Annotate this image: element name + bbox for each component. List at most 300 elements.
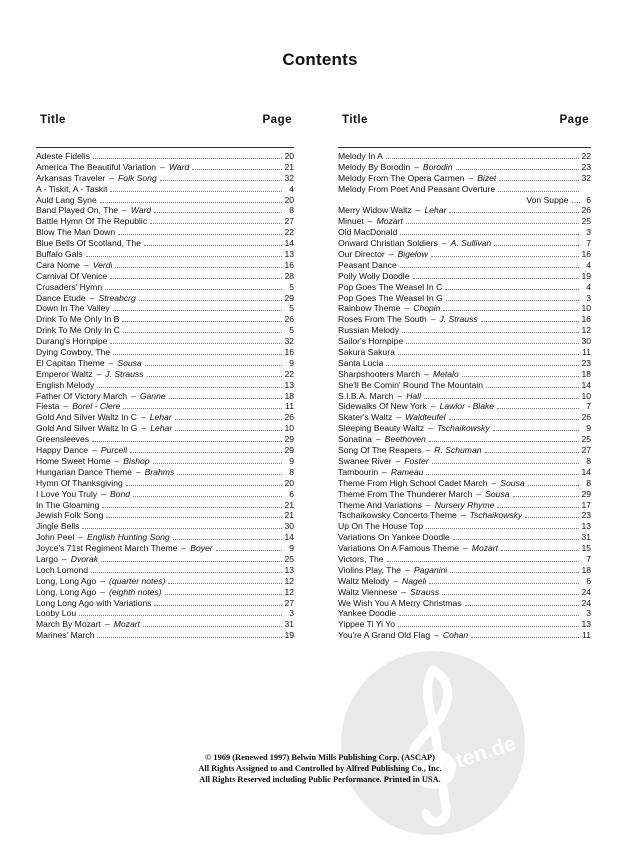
toc-entry-leader (386, 365, 579, 366)
toc-entry-leader (169, 398, 282, 399)
toc-entry-page: 32 (581, 172, 591, 183)
toc-entry (36, 184, 294, 195)
toc-entry-leader (432, 463, 579, 464)
toc-entry-title: Variations On Yankee Doodle (338, 532, 450, 543)
toc-entry-title-group (36, 554, 98, 565)
toc-entry-leader (147, 376, 282, 377)
toc-entry-title-group (338, 532, 450, 543)
toc-entry-dash: – (382, 466, 387, 477)
toc-entry-page: 14 (284, 532, 294, 543)
toc-entry-title: Peasant Dance (338, 259, 397, 270)
toc-entry-leader (402, 332, 579, 333)
toc-entry-credit: Sousa (117, 357, 142, 368)
toc-entry-leader (497, 507, 579, 508)
toc-entry-title: Theme And Variations (338, 499, 422, 510)
toc-entry (338, 205, 591, 216)
toc-entry-leader (133, 496, 282, 497)
toc-entry-leader (91, 572, 282, 573)
toc-entry-page: 9 (289, 455, 294, 466)
toc-entry-page: 16 (284, 347, 294, 358)
toc-entry (338, 532, 591, 543)
toc-entry-leader (123, 332, 282, 333)
toc-entry-page: 19 (581, 270, 591, 281)
toc-entry-credit: English Hunting Song (87, 532, 170, 543)
toc-entry-leader (100, 202, 282, 203)
toc-entry (338, 619, 591, 630)
toc-entry (36, 282, 294, 293)
toc-entry (36, 489, 294, 500)
toc-entry-leader (465, 605, 579, 606)
toc-entry-title: S.I.B.A. March (338, 390, 394, 401)
toc-entry-page: 12 (284, 586, 294, 597)
header-rule (338, 147, 591, 148)
toc-entry (338, 216, 591, 227)
toc-entry-title: A - Tiskit, A - Taskit (36, 183, 108, 194)
toc-entry-title-group (338, 260, 397, 271)
column-header (338, 114, 591, 130)
toc-entry-title-group (338, 500, 494, 511)
toc-entry-leader (175, 430, 282, 431)
toc-entry-leader (130, 452, 282, 453)
toc-entry (338, 543, 591, 554)
toc-entry-leader (481, 321, 579, 322)
toc-entry-dash: – (397, 390, 403, 401)
toc-entry-credit: Chopin (413, 303, 441, 314)
toc-entry-title: Looby Lou (36, 608, 77, 619)
toc-entry (338, 314, 591, 325)
toc-entry-title: Skater's Waltz (338, 412, 393, 423)
toc-entry-credit: Tschaikowsky (436, 423, 490, 434)
toc-entry-credit: Mozart (376, 216, 403, 227)
toc-entry-credit: Tschaikowsky (469, 510, 523, 521)
toc-entry-title-group (338, 238, 491, 249)
toc-entry-title-group (338, 303, 440, 314)
toc-entry-leader (513, 496, 579, 497)
toc-entry-credit: Mozart (113, 619, 140, 630)
toc-entry-title-group (338, 336, 403, 347)
toc-entry-title-group (36, 314, 119, 325)
toc-entry-dash: – (367, 216, 373, 227)
toc-entry-title: Blow The Man Down (36, 227, 116, 238)
toc-entry-page: 22 (284, 227, 294, 238)
toc-entry-page: 8 (289, 466, 294, 477)
toc-entry-leader (110, 278, 282, 279)
toc-entry-dash: – (109, 172, 115, 183)
toc-entry-title: Band Played On, The (36, 205, 119, 216)
toc-entry (36, 391, 294, 402)
toc-entry-title: Loch Lomond (36, 564, 89, 575)
copyright-line: All Rights Reserved including Public Performance. Printed in USA. (199, 775, 441, 785)
toc-entry-leader (486, 387, 579, 388)
toc-entry-title-group (36, 412, 172, 423)
toc-entry-leader (431, 256, 579, 257)
toc-entry (338, 151, 591, 162)
toc-entry-title-group (338, 467, 423, 478)
toc-entry-dash: – (415, 205, 421, 216)
toc-entry (36, 260, 294, 271)
toc-entry-credit: A. Sullivan (450, 238, 492, 249)
toc-entry-title-group (338, 619, 395, 630)
toc-entry (36, 238, 294, 249)
toc-entry (338, 173, 591, 184)
toc-entry-title: John Peel (36, 532, 75, 543)
toc-entry (338, 380, 591, 391)
toc-entry-page: 20 (284, 194, 294, 205)
toc-entry (36, 151, 294, 162)
toc-entry (36, 478, 294, 489)
toc-entry-title: Merry Widow Waltz (338, 205, 412, 216)
toc-entry-leader (462, 376, 579, 377)
toc-entry-page: 6 (586, 194, 591, 205)
toc-entry (36, 325, 294, 336)
toc-entry-dash: – (89, 292, 95, 303)
toc-entry-title-group (338, 423, 490, 434)
toc-entry-dash: – (434, 630, 439, 641)
toc-entry (36, 358, 294, 369)
toc-entry-leader (153, 463, 282, 464)
toc-entry-title: Sonatina (338, 434, 372, 445)
toc-entry-page: 12 (581, 325, 591, 336)
toc-entry-title: Russian Melody (338, 325, 400, 336)
toc-entry-title-group (36, 358, 142, 369)
toc-entry-credit: Rameau (390, 466, 424, 477)
toc-entry-title-group (36, 195, 97, 206)
toc-entry (36, 630, 294, 641)
toc-entry-credit: Ward (130, 205, 152, 216)
toc-entry (338, 358, 591, 369)
toc-entry-title-group (338, 565, 447, 576)
toc-entry-page: 24 (581, 586, 591, 597)
toc-entry-page: 26 (284, 314, 294, 325)
toc-entry-title-group (338, 434, 426, 445)
toc-entry-leader (105, 289, 282, 290)
toc-entry-page: 27 (284, 597, 294, 608)
toc-entry-title: Sharpshooters March (338, 368, 421, 379)
toc-entry-page: 21 (284, 161, 294, 172)
toc-entry-title-group (36, 336, 107, 347)
toc-entry-title: Home Sweet Home (36, 455, 111, 466)
toc-entry-title-group (338, 391, 421, 402)
toc-entry-title-group (338, 205, 446, 216)
toc-entry-title-group (36, 510, 103, 521)
toc-entry-title: Hungarian Dance Theme (36, 466, 132, 477)
column-header-page: Page (262, 114, 292, 126)
toc-entry-leader (93, 158, 282, 159)
toc-entry-page: 7 (586, 553, 591, 564)
toc-entry-leader (471, 637, 579, 638)
toc-entry-page: 18 (284, 390, 294, 401)
toc-entry (338, 347, 591, 358)
toc-entry-credit: Dvorak (70, 553, 98, 564)
toc-entry-title-group (338, 608, 396, 619)
toc-entry (36, 423, 294, 434)
toc-entry-dash: – (100, 586, 105, 597)
toc-entry-page: 5 (289, 325, 294, 336)
toc-entry-leader (445, 289, 579, 290)
toc-entry-title-group (36, 608, 76, 619)
toc-entry-credit: (quarter notes) (109, 575, 166, 586)
toc-entry-title: El Capitan Theme (36, 357, 105, 368)
toc-entry-page: 8 (586, 455, 591, 466)
toc-entry-title-group (338, 293, 443, 304)
toc-entry-dash: – (141, 423, 147, 434)
toc-entry-leader (453, 539, 579, 540)
toc-entry-credit: Verdi (92, 259, 113, 270)
toc-entry (36, 565, 294, 576)
toc-entry-title: Hymn Of Thanksgiving (36, 477, 123, 488)
toc-entry-title: In The Gloaming (36, 499, 100, 510)
toc-entry (338, 445, 591, 456)
toc-entry-title-group (338, 598, 462, 609)
toc-entry-page: 15 (581, 543, 591, 554)
toc-entry (36, 434, 294, 445)
toc-entry (338, 238, 591, 249)
toc-entry (338, 456, 591, 467)
toc-entry-credit: Lehar (149, 412, 172, 423)
toc-entry-page: 10 (581, 303, 591, 314)
toc-entry-page: 16 (581, 249, 591, 260)
toc-entry-page: 3 (586, 292, 591, 303)
toc-entry-title: Von Suppe (526, 194, 569, 205)
toc-entry (36, 467, 294, 478)
toc-entry-leader (485, 452, 579, 453)
toc-entry-title-group (338, 173, 496, 184)
toc-entry-credit: Bizet (477, 172, 497, 183)
toc-entry (338, 434, 591, 445)
toc-entry-leader (406, 343, 579, 344)
toc-entry-credit: Strauss (410, 586, 440, 597)
toc-entry-title: Happy Dance (36, 445, 89, 456)
toc-entry-leader (400, 267, 579, 268)
toc-entry-page: 5 (289, 281, 294, 292)
toc-entry-leader (386, 158, 579, 159)
toc-entry (36, 293, 294, 304)
toc-entry-leader (139, 300, 282, 301)
toc-entry-title: Gold And Silver Waltz In C (36, 412, 137, 423)
toc-entry-credit: Boyer (190, 543, 213, 554)
toc-entry-page: 30 (284, 521, 294, 532)
toc-entry-leader (123, 408, 282, 409)
toc-entry-title-group (36, 325, 120, 336)
toc-entry-dash: – (100, 575, 105, 586)
toc-entry-credit: Paganini (413, 564, 448, 575)
toc-entry-title: Melody In A (338, 151, 383, 161)
toc-entry-dash: – (414, 161, 419, 172)
toc-entry-dash: – (401, 586, 407, 597)
toc-entry-leader (173, 539, 282, 540)
toc-entry-dash: – (476, 488, 482, 499)
toc-entry-page: 26 (284, 412, 294, 423)
toc-entry-page: 18 (581, 564, 591, 575)
toc-entry-page: 25 (581, 434, 591, 445)
toc-entry-leader (499, 180, 579, 181)
toc-entry (36, 271, 294, 282)
toc-entry-credit: Sousa (485, 488, 510, 499)
toc-entry-leader (97, 637, 282, 638)
toc-entry-credit: J. Strauss (105, 368, 144, 379)
toc-entry (338, 195, 591, 206)
toc-entry (338, 184, 591, 195)
toc-entry-title: Blue Bells Of Scotland, The (36, 238, 141, 249)
toc-entry-page: 31 (284, 619, 294, 630)
toc-entry-title-group (36, 347, 110, 358)
toc-entry-page: 13 (284, 379, 294, 390)
toc-entry-title-group (36, 151, 90, 162)
toc-entry-dash: – (393, 575, 399, 586)
toc-entry-leader (110, 343, 282, 344)
copyright-line: © 1969 (Renewed 1997) Belwin Mills Publishing Corp. (ASCAP) (205, 753, 435, 762)
toc-entry (36, 227, 294, 238)
toc-entry-dash: – (140, 412, 146, 423)
toc-entry-title-group (338, 227, 397, 238)
toc-entry-dash: – (491, 477, 497, 488)
toc-entry-page: 6 (289, 488, 294, 499)
toc-entry-title-group (338, 325, 399, 336)
toc-entry-title: Tschaikowsky Concerto Theme (338, 510, 457, 521)
toc-entry-title-group (36, 565, 88, 576)
toc-entry-title: Auld Lang Syne (36, 194, 97, 205)
toc-entry-dash: – (430, 314, 436, 325)
toc-entry-leader (79, 615, 282, 616)
toc-entry (338, 500, 591, 511)
toc-entry-leader (102, 507, 282, 508)
toc-entry-dash: – (104, 619, 110, 630)
toc-entry-leader (446, 300, 579, 301)
toc-entry-page: 29 (581, 488, 591, 499)
toc-entry-title: Pop Goes The Weasel In G (338, 292, 443, 303)
toc-entry-leader (160, 180, 282, 181)
toc-entry-title-group (338, 521, 423, 532)
toc-entry-credit: Purcell (100, 445, 128, 456)
toc-entry-page: 21 (284, 499, 294, 510)
toc-entry-leader (498, 191, 579, 192)
toc-entry-page: 7 (586, 238, 591, 249)
toc-entry-page: 8 (586, 477, 591, 488)
toc-entry-leader (528, 485, 579, 486)
toc-entry (36, 608, 294, 619)
toc-entry-page: 14 (581, 379, 591, 390)
toc-entry-dash: – (425, 445, 431, 456)
toc-entry-title-group (36, 391, 166, 402)
toc-entry-page: 25 (581, 216, 591, 227)
toc-entry-page: 5 (289, 303, 294, 314)
toc-entry-title: Sleeping Beauty Waltz (338, 423, 425, 434)
toc-entry-leader (501, 550, 579, 551)
toc-entry (36, 303, 294, 314)
toc-entry-dash: – (122, 205, 127, 216)
toc-entry-leader (150, 223, 282, 224)
toc-entry-credit: Cohan (442, 630, 469, 641)
toc-entry-leader (424, 398, 579, 399)
toc-entry-leader (398, 354, 579, 355)
toc-entry (36, 510, 294, 521)
toc-entry-title-group (36, 173, 157, 184)
toc-entry-title: Battle Hymn Of The Republic (36, 216, 148, 227)
toc-entry-title-group (36, 369, 144, 380)
toc-entry-leader (398, 626, 579, 627)
toc-entry-title: Violins Play, The (338, 564, 402, 575)
toc-entry-title-group (338, 510, 522, 521)
toc-entry-title: Adeste Fidelis (36, 151, 90, 161)
toc-entry (36, 500, 294, 511)
toc-entry-credit: Bond (109, 488, 131, 499)
toc-entry-title-group (36, 249, 83, 260)
toc-entry-credit: (eighth notes) (109, 586, 162, 597)
toc-entry-title-group (526, 195, 571, 206)
toc-entry-page: 20 (284, 477, 294, 488)
toc-entry-title-group (36, 456, 150, 467)
toc-entry-page: 11 (582, 347, 591, 358)
toc-entry-title-group (36, 238, 141, 249)
toc-entry-title: Waltz Viennese (338, 586, 398, 597)
toc-entry-dash: – (92, 445, 97, 456)
toc-entry-title-group (36, 521, 79, 532)
toc-entry-title: Buffalo Gals (36, 249, 83, 260)
toc-entry-title: Emperor Waltz (36, 368, 93, 379)
toc-entry-leader (110, 191, 282, 192)
toc-entry (36, 554, 294, 565)
toc-entry-leader (387, 561, 579, 562)
toc-entry-title-group (36, 271, 107, 282)
toc-entry-leader (216, 550, 282, 551)
toc-entry-title: Long, Long Ago (36, 586, 97, 597)
toc-entry-dash: – (430, 401, 436, 412)
copyright-footer (0, 752, 640, 786)
toc-entry-dash: – (78, 532, 84, 543)
toc-entry (36, 162, 294, 173)
toc-entry-leader (413, 278, 580, 279)
toc-entry-title-group (36, 500, 99, 511)
toc-entry-title: Onward Christian Soldiers (338, 238, 438, 249)
toc-entry (338, 293, 591, 304)
toc-entry-dash: – (131, 390, 136, 401)
toc-entry-dash: – (424, 368, 429, 379)
toc-entry-title-group (338, 630, 468, 641)
toc-entry-leader (443, 310, 579, 311)
toc-entry-credit: Metalo (432, 368, 459, 379)
toc-entry (36, 587, 294, 598)
toc-entry-title-group (36, 205, 151, 216)
toc-entry-title-group (338, 184, 495, 195)
toc-entry-page: 30 (581, 336, 591, 347)
toc-entry-title-group (36, 434, 89, 445)
toc-entry-dash: – (181, 543, 187, 554)
toc-entry-leader (493, 430, 579, 431)
toc-entry (338, 325, 591, 336)
toc-entry-leader (525, 517, 579, 518)
toc-entry-title: Theme From The Thunderer March (338, 488, 473, 499)
toc-entry-credit: Lawlor - Blake (439, 401, 495, 412)
toc-entry-title-group (36, 619, 140, 630)
toc-entry-leader (426, 528, 579, 529)
toc-entry-leader (456, 169, 579, 170)
toc-entry-leader (122, 321, 282, 322)
toc-entry-leader (406, 223, 579, 224)
toc-entry-title-group (36, 216, 147, 227)
toc-entry (36, 521, 294, 532)
toc-entry (36, 445, 294, 456)
toc-entry-title-group (338, 445, 482, 456)
toc-entry-title: Drink To Me Only In C (36, 325, 120, 336)
toc-entry (338, 608, 591, 619)
toc-list-right (338, 151, 591, 641)
toc-entry-title: Up On The House Top (338, 521, 424, 532)
toc-entry-title-group (36, 380, 94, 391)
toc-entry-title-group (36, 467, 174, 478)
toc-entry-title-group (36, 598, 151, 609)
toc-entry-title: Joyce's 71st Regiment March Theme (36, 543, 178, 554)
toc-entry-page: 31 (581, 532, 591, 543)
